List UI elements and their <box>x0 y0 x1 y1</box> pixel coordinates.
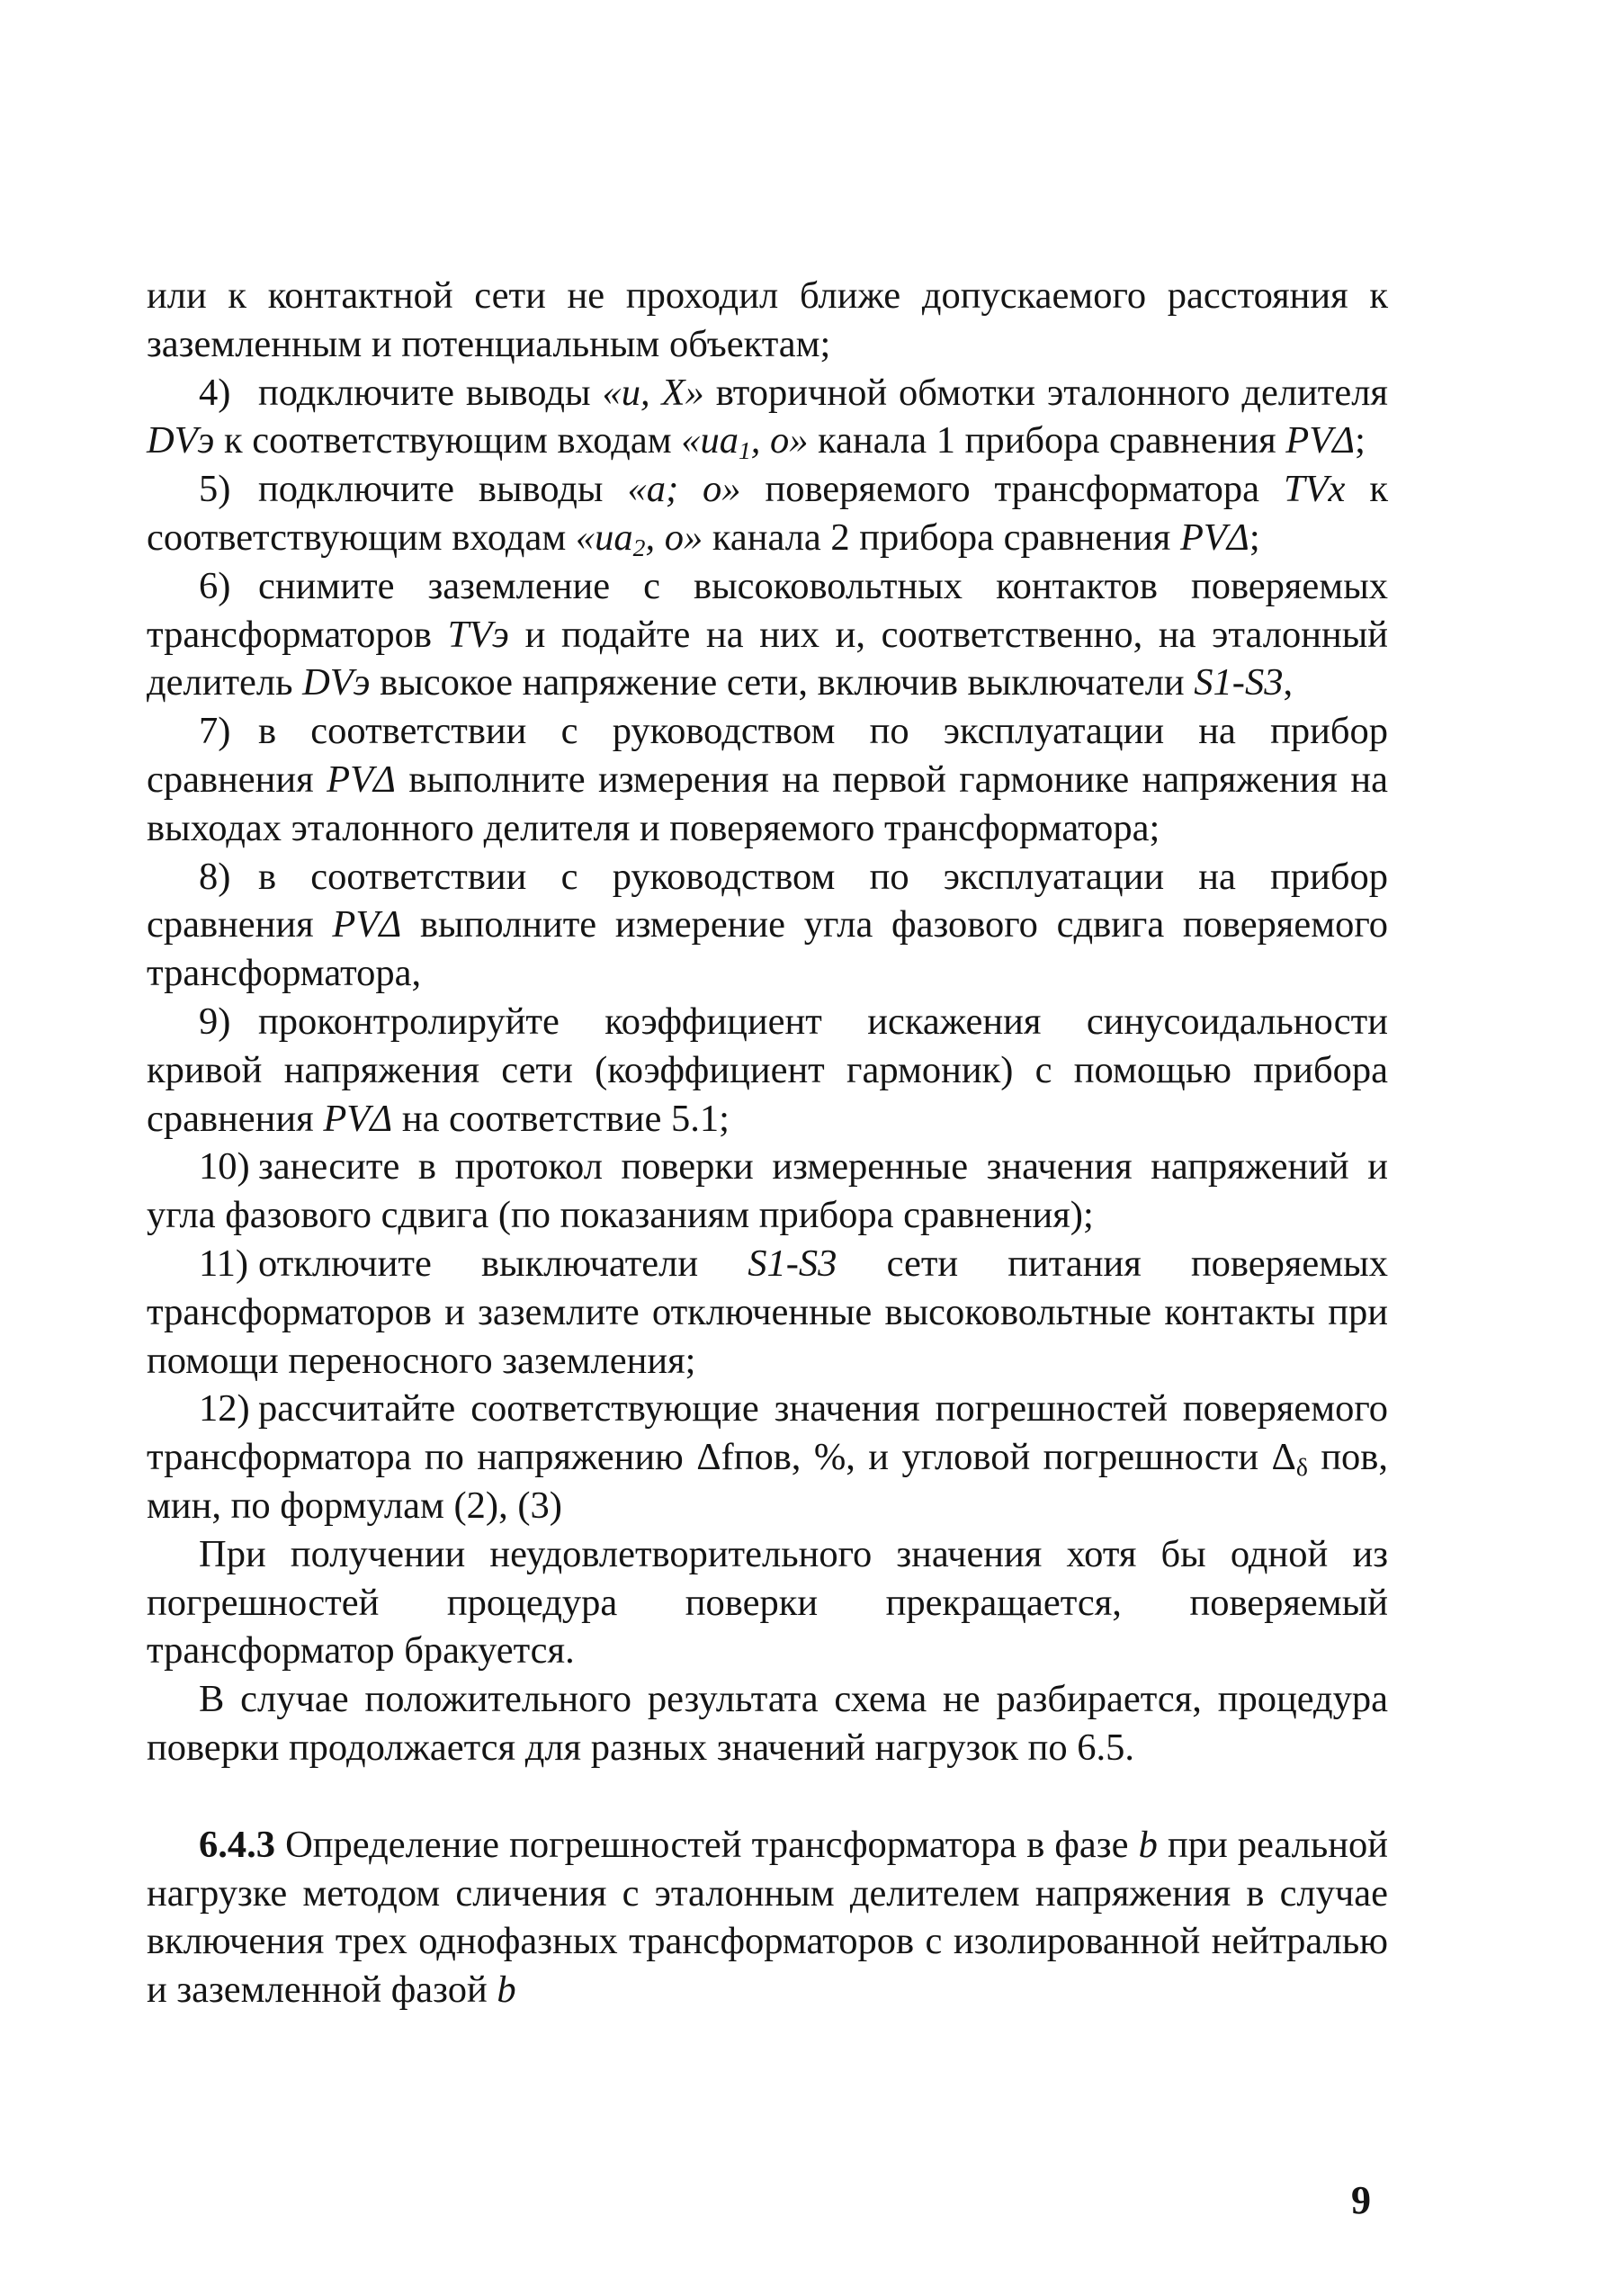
device-symbol: PVΔ <box>323 1097 393 1140</box>
list-item-number: 5) <box>199 468 231 511</box>
switch-symbol: S1-S3 <box>1194 661 1284 704</box>
list-item-6: 6) снимите заземление с высоковольтных контактов поверяемых трансформаторов TVэ и подайте на них и, соответственно, на эталонный делитель DVэ высокое напряжение сети, включив выключатели S1-S3, <box>147 562 1388 707</box>
list-item-number: 11) <box>199 1242 249 1285</box>
divider-symbol: DVэ <box>302 661 371 704</box>
device-symbol: PVΔ <box>1285 419 1356 462</box>
list-item-11: 11) отключите выключатели S1-S3 сети питания поверяемых трансформаторов и заземлите отключенные высоковольтные контакты при помощи переносного заземления; <box>147 1240 1388 1385</box>
transformer-symbol: TVx <box>1283 468 1346 511</box>
list-item-4: 4) подключите выводы «u, X» вторичной обмотки эталонного делителя DVэ к соответствующим входам «$ua_1$, o» канала 1 прибора сравнения PVΔ; <box>147 369 1388 466</box>
list-item-number: 8) <box>199 855 231 898</box>
divider-symbol: DVэ <box>147 419 215 462</box>
list-item-9: 9) проконтролируйте коэффициент искажения синусоидальности кривой напряжения сети (коэффициент гармоник) с помощью прибора сравнения PVΔ на соответствие 5.1; <box>147 998 1388 1143</box>
success-paragraph: В случае положительного результата схема не разбирается, процедура поверки продолжается для разных значений нагрузок по 6.5. <box>147 1678 1388 1769</box>
list-item-number: 10) <box>199 1145 250 1188</box>
list-item-number: 7) <box>199 710 231 753</box>
list-item-10: 10) занесите в протокол поверки измеренные значения напряжений и угла фазового сдвига (по показаниям прибора сравнения); <box>147 1143 1388 1240</box>
device-symbol: PVΔ <box>327 758 396 801</box>
page-number: 9 <box>1351 2178 1371 2222</box>
list-item-number: 9) <box>199 1000 231 1043</box>
section-heading: 6.4.3 Определение погрешностей трансформатора в фазе b при реальной нагрузке методом сличения с эталонным делителем напряжения в случае включения трех однофазных трансформаторов с изолированной нейтралью и заземленной фазой b <box>147 1823 1389 2012</box>
list-item-number: 4) <box>199 371 231 414</box>
list-item-5: 5) подключите выводы «a; o» поверяемого трансформатора TVx к соответствующим входам «$ua_2$, o» канала 2 прибора сравнения PVΔ; <box>147 465 1388 562</box>
switch-symbol: S1-S3 <box>748 1242 837 1285</box>
phase-symbol: b <box>1138 1823 1158 1866</box>
section-number: 6.4.3 <box>199 1823 275 1866</box>
input-label: «$ua_1$, o» <box>681 419 809 465</box>
device-symbol: PVΔ <box>332 903 402 946</box>
device-symbol: PVΔ <box>1179 516 1249 559</box>
failure-paragraph: При получении неудовлетворительного значения хотя бы одной из погрешностей процедура поверки прекращается, поверяемый трансформатор бракуется. <box>147 1532 1388 1673</box>
section-gap <box>147 1772 1388 1821</box>
document-page <box>147 272 1388 2014</box>
list-item-12: 12) рассчитайте соответствующие значения погрешностей поверяемого трансформатора по напряжению Δfпов, %, и угловой погрешности $\Delta_\delta$ пов, мин, по формулам (2), (3) <box>147 1385 1388 1529</box>
continuation-paragraph: или к контактной сети не проходил ближе допускаемого расстояния к заземленным и потенциальным объектам; <box>147 274 1388 365</box>
terminal-label: «a; o» <box>627 468 741 511</box>
list-item-8: 8) в соответствии с руководством по эксплуатации на прибор сравнения PVΔ выполните измерение угла фазового сдвига поверяемого трансформатора, <box>147 853 1388 998</box>
delta-subscript: δ <box>1295 1453 1308 1482</box>
transformer-symbol: TVэ <box>447 613 509 656</box>
input-label: «$ua_2$, o» <box>575 516 703 561</box>
list-item-number: 12) <box>199 1387 250 1431</box>
terminal-label: «u, X» <box>602 371 704 414</box>
phase-symbol: b <box>497 1969 516 2012</box>
list-item-number: 6) <box>199 564 231 607</box>
list-item-7: 7) в соответствии с руководством по эксплуатации на прибор сравнения PVΔ выполните измерения на первой гармонике напряжения на выходах эталонного делителя и поверяемого трансформатора; <box>147 707 1388 852</box>
